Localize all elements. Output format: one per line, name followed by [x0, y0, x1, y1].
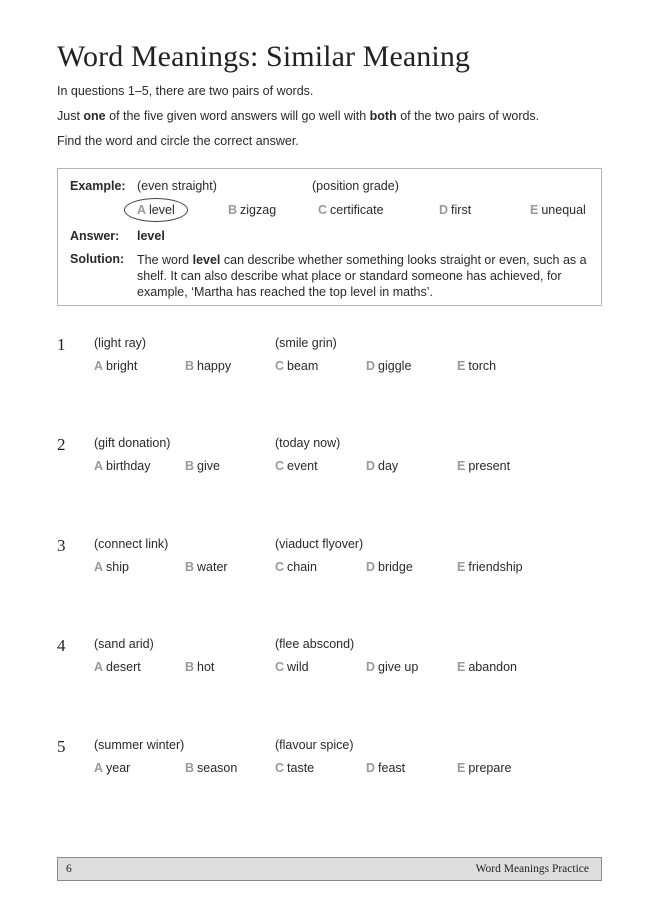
example-option-e[interactable]: [530, 203, 586, 217]
intro-line-1: In questions 1–5, there are two pairs of words.: [57, 84, 314, 98]
example-option-d[interactable]: [439, 203, 471, 217]
question-number: 4: [57, 636, 66, 655]
footer-bar: [57, 857, 602, 881]
question-number: 1: [57, 335, 66, 354]
question-option-b[interactable]: [185, 761, 237, 775]
question-pair-1: (light ray): [94, 336, 147, 350]
example-pair-2: (position grade): [312, 179, 399, 193]
option-word: day: [378, 459, 399, 473]
question-option-a[interactable]: [94, 359, 137, 373]
page-number: 6: [66, 863, 72, 875]
option-letter: A: [94, 660, 104, 674]
question-option-a[interactable]: [94, 761, 130, 775]
question-option-e[interactable]: [457, 560, 523, 574]
question-option-d[interactable]: [366, 660, 418, 674]
option-word: chain: [287, 560, 317, 574]
solution-keyword: level: [192, 253, 221, 267]
option-letter: E: [457, 660, 466, 674]
option-letter: E: [457, 560, 466, 574]
option-word: give: [197, 459, 220, 473]
answer-value: level: [137, 229, 165, 243]
option-word: wild: [287, 660, 309, 674]
question-option-b[interactable]: [185, 459, 220, 473]
question-option-a[interactable]: [94, 660, 141, 674]
question-option-c[interactable]: [275, 459, 318, 473]
option-word: desert: [106, 660, 141, 674]
question-option-a[interactable]: [94, 459, 151, 473]
option-word: bright: [106, 359, 138, 373]
intro-emphasis-both: both: [369, 109, 397, 123]
option-letter: C: [275, 359, 285, 373]
question-pair-1: (sand arid): [94, 637, 154, 651]
option-letter: E: [457, 359, 466, 373]
option-letter: B: [185, 660, 195, 674]
option-letter: C: [275, 459, 285, 473]
page-title: Word Meanings: Similar Meaning: [57, 40, 471, 73]
option-word: bridge: [378, 560, 413, 574]
intro-text: Just: [57, 109, 84, 123]
option-word: season: [197, 761, 238, 775]
question-number: 2: [57, 435, 66, 454]
option-letter: A: [94, 761, 104, 775]
question-option-a[interactable]: [94, 560, 129, 574]
question-pair-2: (smile grin): [275, 336, 337, 350]
question-number: 3: [57, 536, 66, 555]
example-option-a[interactable]: [137, 203, 175, 217]
option-letter: C: [275, 660, 285, 674]
question-option-c[interactable]: [275, 359, 318, 373]
option-letter: D: [366, 761, 376, 775]
option-letter: C: [318, 203, 328, 217]
intro-text: of the five given word answers will go well with: [105, 109, 370, 123]
option-letter: E: [457, 459, 466, 473]
solution-label: Solution:: [70, 252, 125, 266]
option-letter: C: [275, 560, 285, 574]
question-pair-2: (flee abscond): [275, 637, 355, 651]
option-word: hot: [197, 660, 215, 674]
footer-title: Word Meanings Practice: [475, 863, 589, 875]
question-option-e[interactable]: [457, 359, 496, 373]
question-option-e[interactable]: [457, 660, 517, 674]
option-letter: C: [275, 761, 285, 775]
option-word: certificate: [330, 203, 384, 217]
question-number: 5: [57, 737, 66, 756]
option-letter: D: [366, 459, 376, 473]
option-word: give up: [378, 660, 419, 674]
question-option-b[interactable]: [185, 359, 231, 373]
intro-line-3: Find the word and circle the correct answer.: [57, 134, 299, 148]
option-word: zigzag: [240, 203, 277, 217]
option-word: water: [197, 560, 228, 574]
option-word: abandon: [468, 660, 518, 674]
option-word: unequal: [541, 203, 586, 217]
option-letter: A: [94, 459, 104, 473]
intro-text: of the two pairs of words.: [396, 109, 540, 123]
option-letter: D: [366, 660, 376, 674]
option-letter: D: [439, 203, 449, 217]
option-letter: E: [457, 761, 466, 775]
question-option-d[interactable]: [366, 359, 411, 373]
option-letter: A: [94, 359, 104, 373]
option-letter: B: [185, 459, 195, 473]
intro-emphasis-one: one: [83, 109, 106, 123]
option-letter: B: [185, 560, 195, 574]
option-word: beam: [287, 359, 319, 373]
option-letter: B: [185, 761, 195, 775]
example-option-c[interactable]: [318, 203, 384, 217]
question-option-d[interactable]: [366, 459, 398, 473]
question-option-d[interactable]: [366, 761, 405, 775]
option-word: prepare: [468, 761, 512, 775]
question-pair-2: (today now): [275, 436, 341, 450]
question-option-d[interactable]: [366, 560, 413, 574]
question-option-c[interactable]: [275, 660, 309, 674]
question-option-e[interactable]: [457, 459, 510, 473]
option-letter: E: [530, 203, 539, 217]
option-word: taste: [287, 761, 315, 775]
option-letter: D: [366, 560, 376, 574]
solution-text: [137, 252, 595, 300]
option-letter: B: [228, 203, 238, 217]
question-option-b[interactable]: [185, 660, 214, 674]
option-letter: B: [185, 359, 195, 373]
option-word: feast: [378, 761, 406, 775]
question-pair-1: (connect link): [94, 537, 169, 551]
example-label: Example:: [70, 179, 126, 193]
option-word: first: [451, 203, 472, 217]
option-word: present: [468, 459, 511, 473]
example-pair-1: (even straight): [137, 179, 217, 193]
question-option-c[interactable]: [275, 761, 314, 775]
option-word: giggle: [378, 359, 412, 373]
question-option-c[interactable]: [275, 560, 317, 574]
option-letter: A: [137, 203, 147, 217]
solution-text-part: can describe whether something looks straight or even, such as a shelf. It can also describe what place or standard someone has achieved, for example, ‘Martha has reached the top level in maths’.: [137, 253, 587, 299]
option-word: ship: [106, 560, 129, 574]
solution-text-part: The word: [137, 253, 193, 267]
question-pair-2: (viaduct flyover): [275, 537, 364, 551]
answer-label: Answer:: [70, 229, 120, 243]
option-word: birthday: [106, 459, 151, 473]
option-letter: D: [366, 359, 376, 373]
question-pair-1: (summer winter): [94, 738, 185, 752]
option-word: torch: [468, 359, 497, 373]
question-option-b[interactable]: [185, 560, 228, 574]
question-option-e[interactable]: [457, 761, 511, 775]
option-word: event: [287, 459, 318, 473]
option-word: happy: [197, 359, 232, 373]
option-letter: A: [94, 560, 104, 574]
option-word: level: [149, 203, 175, 217]
option-word: friendship: [468, 560, 523, 574]
option-word: year: [106, 761, 131, 775]
example-option-b[interactable]: [228, 203, 276, 217]
question-pair-2: (flavour spice): [275, 738, 354, 752]
question-pair-1: (gift donation): [94, 436, 171, 450]
intro-line-2: [57, 109, 539, 123]
